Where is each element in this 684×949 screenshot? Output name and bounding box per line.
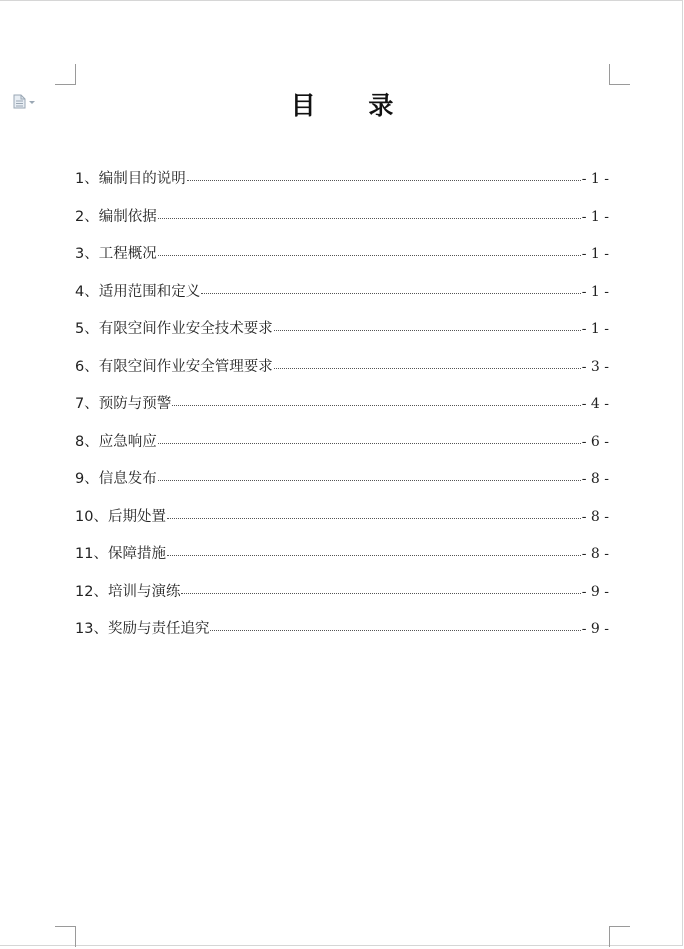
toc-leader-dots	[167, 518, 581, 519]
margin-corner-bottom-left	[55, 926, 76, 947]
toc-entry[interactable]	[75, 204, 609, 242]
toc-entry-page-number: - 9 -	[581, 583, 609, 600]
toc-leader-dots	[274, 330, 581, 331]
toc-entry-page-number: - 1 -	[581, 171, 609, 187]
toc-entry-label: 1、编制目的说明	[75, 171, 186, 187]
toc-leader-dots	[167, 555, 581, 556]
toc-entry[interactable]	[75, 354, 609, 392]
toc-leader-dots	[201, 293, 580, 294]
margin-corner-top-left	[55, 64, 76, 85]
toc-entry-label: 10、后期处置	[75, 508, 166, 525]
toc-entry[interactable]	[75, 279, 609, 317]
toc-entry[interactable]	[75, 616, 609, 654]
table-of-contents	[75, 166, 609, 654]
toc-entry-label: 5、有限空间作业安全技术要求	[75, 321, 273, 337]
toc-leader-dots	[158, 443, 581, 444]
toc-leader-dots	[187, 180, 581, 181]
toc-entry-label: 2、编制依据	[75, 208, 157, 225]
toc-entry-label: 12、培训与演练	[75, 583, 181, 600]
toc-entry-page-number: - 8 -	[581, 546, 609, 562]
toc-leader-dots	[181, 593, 580, 594]
toc-entry-page-number: - 6 -	[581, 433, 609, 450]
toc-entry[interactable]	[75, 504, 609, 542]
toc-entry-label: 13、奖励与责任追究	[75, 621, 210, 637]
toc-entry-page-number: - 1 -	[581, 321, 609, 337]
toc-leader-dots	[158, 218, 581, 219]
toc-entry-label: 7、预防与预警	[75, 396, 172, 412]
toc-entry-page-number: - 3 -	[581, 358, 609, 375]
page-title: 目 录	[290, 91, 416, 120]
toc-entry-label: 4、适用范围和定义	[75, 283, 201, 300]
toc-entry-page-number: - 1 -	[581, 283, 609, 300]
toc-leader-dots	[158, 480, 581, 481]
toc-entry-page-number: - 8 -	[581, 508, 609, 525]
margin-corner-top-right	[609, 64, 630, 85]
margin-corner-bottom-right	[609, 926, 630, 947]
toc-entry-label: 8、应急响应	[75, 433, 157, 450]
toc-entry[interactable]	[75, 466, 609, 504]
toc-entry[interactable]	[75, 429, 609, 467]
toc-leader-dots	[274, 368, 581, 369]
toc-leader-dots	[158, 255, 581, 256]
toc-leader-dots	[172, 405, 580, 406]
toc-entry[interactable]	[75, 541, 609, 579]
toc-entry[interactable]	[75, 166, 609, 204]
toc-entry-page-number: - 9 -	[581, 621, 609, 637]
toc-entry-label: 6、有限空间作业安全管理要求	[75, 358, 273, 375]
toc-entry[interactable]	[75, 241, 609, 279]
toc-leader-dots	[210, 630, 580, 631]
toc-entry-label: 11、保障措施	[75, 546, 166, 562]
toc-entry[interactable]	[75, 391, 609, 429]
toc-entry-page-number: - 1 -	[581, 246, 609, 262]
toc-entry[interactable]	[75, 316, 609, 354]
toc-entry-label: 9、信息发布	[75, 471, 157, 487]
toc-entry-label: 3、工程概况	[75, 246, 157, 262]
toc-entry[interactable]	[75, 579, 609, 617]
toc-entry-page-number: - 1 -	[581, 208, 609, 225]
toc-entry-page-number: - 4 -	[581, 396, 609, 412]
toc-entry-page-number: - 8 -	[581, 471, 609, 487]
